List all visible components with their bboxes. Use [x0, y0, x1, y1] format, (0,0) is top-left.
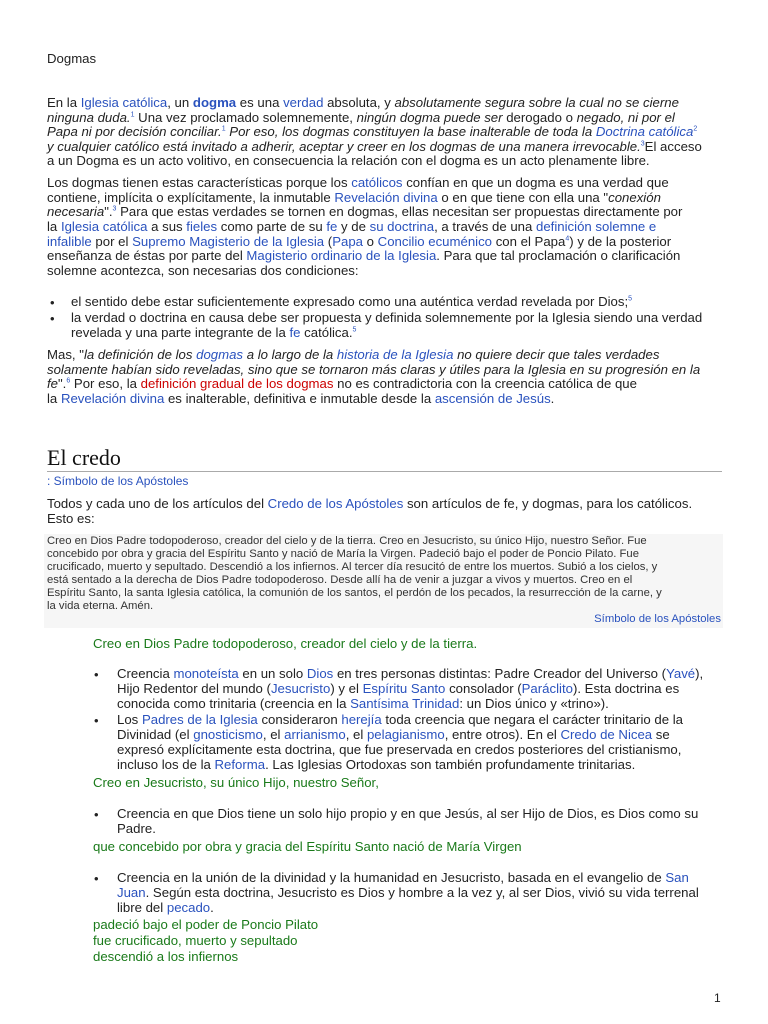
link-su-doctrina[interactable]: su doctrina — [369, 219, 435, 234]
bullet-icon: • — [94, 713, 99, 728]
list-item-continuation: conocida como trinitaria (creencia en la Santísima Trinidad: un Dios único y «trino»). — [117, 696, 609, 711]
list-item: Creencia en que Dios tiene un solo hijo propio y en que Jesús, al ser Hijo de Dios, es Dios como su — [117, 806, 699, 821]
link-definicion-solemne[interactable]: definición solemne e — [536, 219, 657, 234]
p2-line: necesaria".$^3$ Para que estas verdades se tornen en dogmas, ellas necesitan ser propuestas directamente por — [47, 204, 683, 219]
creed-article: que concebido por obra y gracia del Espíritu Santo nació de María Virgen — [93, 839, 522, 854]
ref-2[interactable]: 2 — [693, 125, 698, 133]
creed-article: Creo en Dios Padre todopoderoso, creador del cielo y de la tierra. — [93, 636, 478, 651]
link-revelacion-divina[interactable]: Revelación divina — [334, 190, 438, 205]
p2-line: infalible por el Supremo Magisterio de la Iglesia (Papa o Concilio ecuménico con el Papa$^4$) y de la posterior — [47, 234, 672, 249]
bullet-icon: • — [94, 871, 99, 886]
p1-line: ninguna duda.$^1$ Una vez proclamado solemnemente, ningún dogma puede ser derogado o negado, ni por el — [47, 110, 675, 125]
quote-line: Espíritu Santo, la santa Iglesia católica, la comunión de los santos, el perdón de los pecados, la resurrección de la carne, y — [47, 587, 662, 599]
link-santisima-trinidad[interactable]: Santísima Trinidad — [350, 696, 460, 711]
link-simbolo-apostoles[interactable]: Símbolo de los Apóstoles — [53, 474, 189, 488]
link-iglesia-catolica[interactable]: Iglesia católica — [80, 95, 168, 110]
link-reforma[interactable]: Reforma — [214, 757, 266, 772]
link-dogma[interactable]: dogma — [192, 95, 237, 110]
link-credo-apostoles[interactable]: Credo de los Apóstoles — [267, 496, 404, 511]
page-title: Dogmas — [47, 51, 97, 66]
link-ascension-jesus[interactable]: ascensión de Jesús — [434, 391, 551, 406]
link-revelacion-divina[interactable]: Revelación divina — [60, 391, 165, 406]
p1-line: y cualquier católico está invitado a adherir, aceptar y creer en los dogmas de una manera irrevocable.$^3$El acceso — [47, 139, 702, 154]
list-item: la verdad o doctrina en causa debe ser propuesta y definida solemnemente por la Iglesia siendo una verdad — [71, 310, 703, 325]
heading-divider — [47, 471, 722, 472]
link-san-juan[interactable]: San — [665, 870, 689, 885]
link-verdad[interactable]: verdad — [283, 95, 324, 110]
list-item-continuation: Hijo Redentor del mundo (Jesucristo) y el Espíritu Santo consolador (Paráclito). Esta doctrina es — [117, 681, 680, 696]
list-item-continuation: revelada y una parte integrante de la fe católica.$^5$ — [71, 325, 357, 340]
quote-source-link[interactable]: Símbolo de los Apóstoles — [594, 613, 721, 625]
p2-line: enseñanza de éstas por parte del Magisterio ordinario de la Iglesia. Para que tal proclamación o clarificación — [47, 248, 681, 263]
section-heading: El credo — [47, 445, 121, 470]
link-jesucristo[interactable]: Jesucristo — [270, 681, 331, 696]
link-gnosticismo[interactable]: gnosticismo — [193, 727, 263, 742]
bullet-icon: • — [94, 667, 99, 682]
list-item: el sentido debe estar suficientemente expresado como una auténtica verdad revelada por Dios;$^5$ — [71, 294, 633, 309]
link-doctrina-catolica[interactable]: Doctrina católica — [595, 124, 694, 139]
link-fe[interactable]: fe — [289, 325, 301, 340]
list-item-continuation: Juan. Según esta doctrina, Jesucristo es Dios y hombre a la vez y, al ser Dios, vivió su vida terrenal — [117, 885, 699, 900]
p3-line: la Revelación divina es inalterable, definitiva e inmutable desde la ascensión de Jesús. — [47, 391, 555, 406]
p2-line: la Iglesia católica a sus fieles como parte de su fe y de su doctrina, a través de una definición solemne e — [47, 219, 657, 234]
list-item-continuation: Divinidad (el gnosticismo, el arrianismo, el pelagianismo, entre otros). En el Credo de Nicea se — [117, 727, 670, 742]
link-yave[interactable]: Yavé — [666, 666, 696, 681]
p1-line: Papa ni por decisión conciliar.$^1$ Por eso, los dogmas constituyen la base inalterable de toda la Doctrina católica$^2$ — [47, 124, 698, 139]
list-item-continuation: expresó explícitamente esta doctrina, que fue preservada en credos posteriores del cristianismo, — [117, 742, 682, 757]
link-espiritu-santo[interactable]: Espíritu Santo — [362, 681, 446, 696]
p1-line: En la Iglesia católica, un dogma es una verdad absoluta, y absolutamente segura sobre la cual no se cierne — [47, 95, 679, 110]
link-herejia[interactable]: herejía — [341, 712, 382, 727]
p3-line: fe".$^6$ Por eso, la definición gradual de los dogmas no es contradictoria con la creencia católica de que — [47, 376, 637, 391]
quote-line: está sentado a la derecha de Dios Padre todopoderoso. Desde allí ha de venir a juzgar a vivos y muertos. Creo en el — [47, 574, 633, 586]
ref-1[interactable]: 1 — [221, 125, 226, 133]
ref-5[interactable]: 5 — [628, 295, 633, 303]
p2-line: solemne acontezca, son necesarias dos condiciones: — [47, 263, 359, 278]
quote-line: crucificado, muerto y sepultado. Descendió a los infiernos. Al tercer día resucitó de entre los muertos. Subió a los cielos, y — [47, 561, 658, 573]
p3-line: Mas, "la definición de los dogmas a lo largo de la historia de la Iglesia no quiere decir que tales verdades — [47, 347, 660, 362]
ref-3[interactable]: 3 — [640, 140, 645, 148]
creed-article: descendió a los infiernos — [93, 949, 239, 964]
link-paraclito[interactable]: Paráclito — [521, 681, 573, 696]
p1-line: a un Dogma es un acto volitivo, en consecuencia la relación con el dogma es un acto plenamente libre. — [47, 153, 650, 168]
ref-5[interactable]: 5 — [352, 326, 357, 334]
quote-line: concebido por obra y gracia del Espíritu Santo y nació de María la Virgen. Padeció bajo el poder de Poncio Pilato. Fue — [47, 548, 639, 560]
ref-3[interactable]: 3 — [112, 205, 117, 213]
ref-1[interactable]: 1 — [130, 111, 135, 119]
creed-article: Creo en Jesucristo, su único Hijo, nuestro Señor, — [93, 775, 379, 790]
link-san-juan[interactable]: Juan — [117, 885, 146, 900]
page-number: 1 — [714, 991, 721, 1005]
creed-article: fue crucificado, muerto y sepultado — [93, 933, 298, 948]
link-padres-iglesia[interactable]: Padres de la Iglesia — [141, 712, 258, 727]
ref-4[interactable]: 4 — [565, 235, 570, 243]
bullet-icon: • — [94, 807, 99, 822]
intro-line: Todos y cada uno de los artículos del Credo de los Apóstoles son artículos de fe, y dogmas, para los católicos. — [47, 496, 693, 511]
list-item: Creencia en la unión de la divinidad y la humanidad en Jesucristo, basada en el evangelio de San — [117, 870, 689, 885]
link-historia-iglesia[interactable]: historia de la Iglesia — [336, 347, 454, 362]
link-fieles[interactable]: fieles — [186, 219, 218, 234]
link-infalible[interactable]: infalible — [47, 234, 92, 249]
list-item: Creencia monoteísta en un solo Dios en tres personas distintas: Padre Creador del Universo (Yavé), — [117, 666, 704, 681]
link-definicion-gradual[interactable]: definición gradual de los dogmas — [140, 376, 334, 391]
list-item-continuation: incluso los de la Reforma. Las Iglesias Ortodoxas son también profundamente trinitarias. — [117, 757, 636, 772]
link-dogmas[interactable]: dogmas — [196, 347, 244, 362]
link-monoteista[interactable]: monoteísta — [173, 666, 239, 681]
ref-6[interactable]: 6 — [66, 377, 71, 385]
main-article-note: : Símbolo de los Apóstoles — [47, 474, 189, 488]
list-item-continuation: Padre. — [117, 821, 156, 836]
link-iglesia-catolica[interactable]: Iglesia católica — [60, 219, 148, 234]
link-supremo-magisterio[interactable]: Supremo Magisterio de la Iglesia — [132, 234, 325, 249]
bullet-icon: • — [50, 295, 55, 310]
p2-line: contiene, implícita o explícitamente, la inmutable Revelación divina o en que tiene con ella una "conexión — [47, 190, 661, 205]
list-item-continuation: libre del pecado. — [117, 900, 214, 915]
p3-line: solamente habían sido reveladas, sino que se tornaron más claras y útiles para la Iglesia en su progresión en la — [47, 362, 701, 377]
quote-line: la vida eterna. Amén. — [47, 600, 154, 612]
p2-line: Los dogmas tienen estas características porque los católicos confían en que un dogma es una verdad que — [47, 175, 669, 190]
bullet-icon: • — [50, 311, 55, 326]
link-arrianismo[interactable]: arrianismo — [284, 727, 346, 742]
link-fe[interactable]: fe — [326, 219, 338, 234]
intro-line: Esto es: — [47, 511, 95, 526]
quote-line: Creo en Dios Padre todopoderoso, creador del cielo y de la tierra. Creo en Jesucristo, su único Hijo, nuestro Señor. Fue — [47, 535, 647, 547]
link-magisterio-ordinario[interactable]: Magisterio ordinario de la Iglesia — [246, 248, 437, 263]
list-item: Los Padres de la Iglesia consideraron herejía toda creencia que negara el carácter trinitario de la — [117, 712, 683, 727]
link-papa[interactable]: Papa — [332, 234, 363, 249]
link-pecado[interactable]: pecado — [166, 900, 211, 915]
link-catolicos[interactable]: católicos — [351, 175, 403, 190]
link-concilio-ecumenico[interactable]: Concilio ecuménico — [377, 234, 493, 249]
link-pelagianismo[interactable]: pelagianismo — [366, 727, 445, 742]
creed-article: padeció bajo el poder de Poncio Pilato — [93, 917, 319, 932]
link-dios[interactable]: Dios — [306, 666, 334, 681]
link-credo-nicea[interactable]: Credo de Nicea — [560, 727, 653, 742]
